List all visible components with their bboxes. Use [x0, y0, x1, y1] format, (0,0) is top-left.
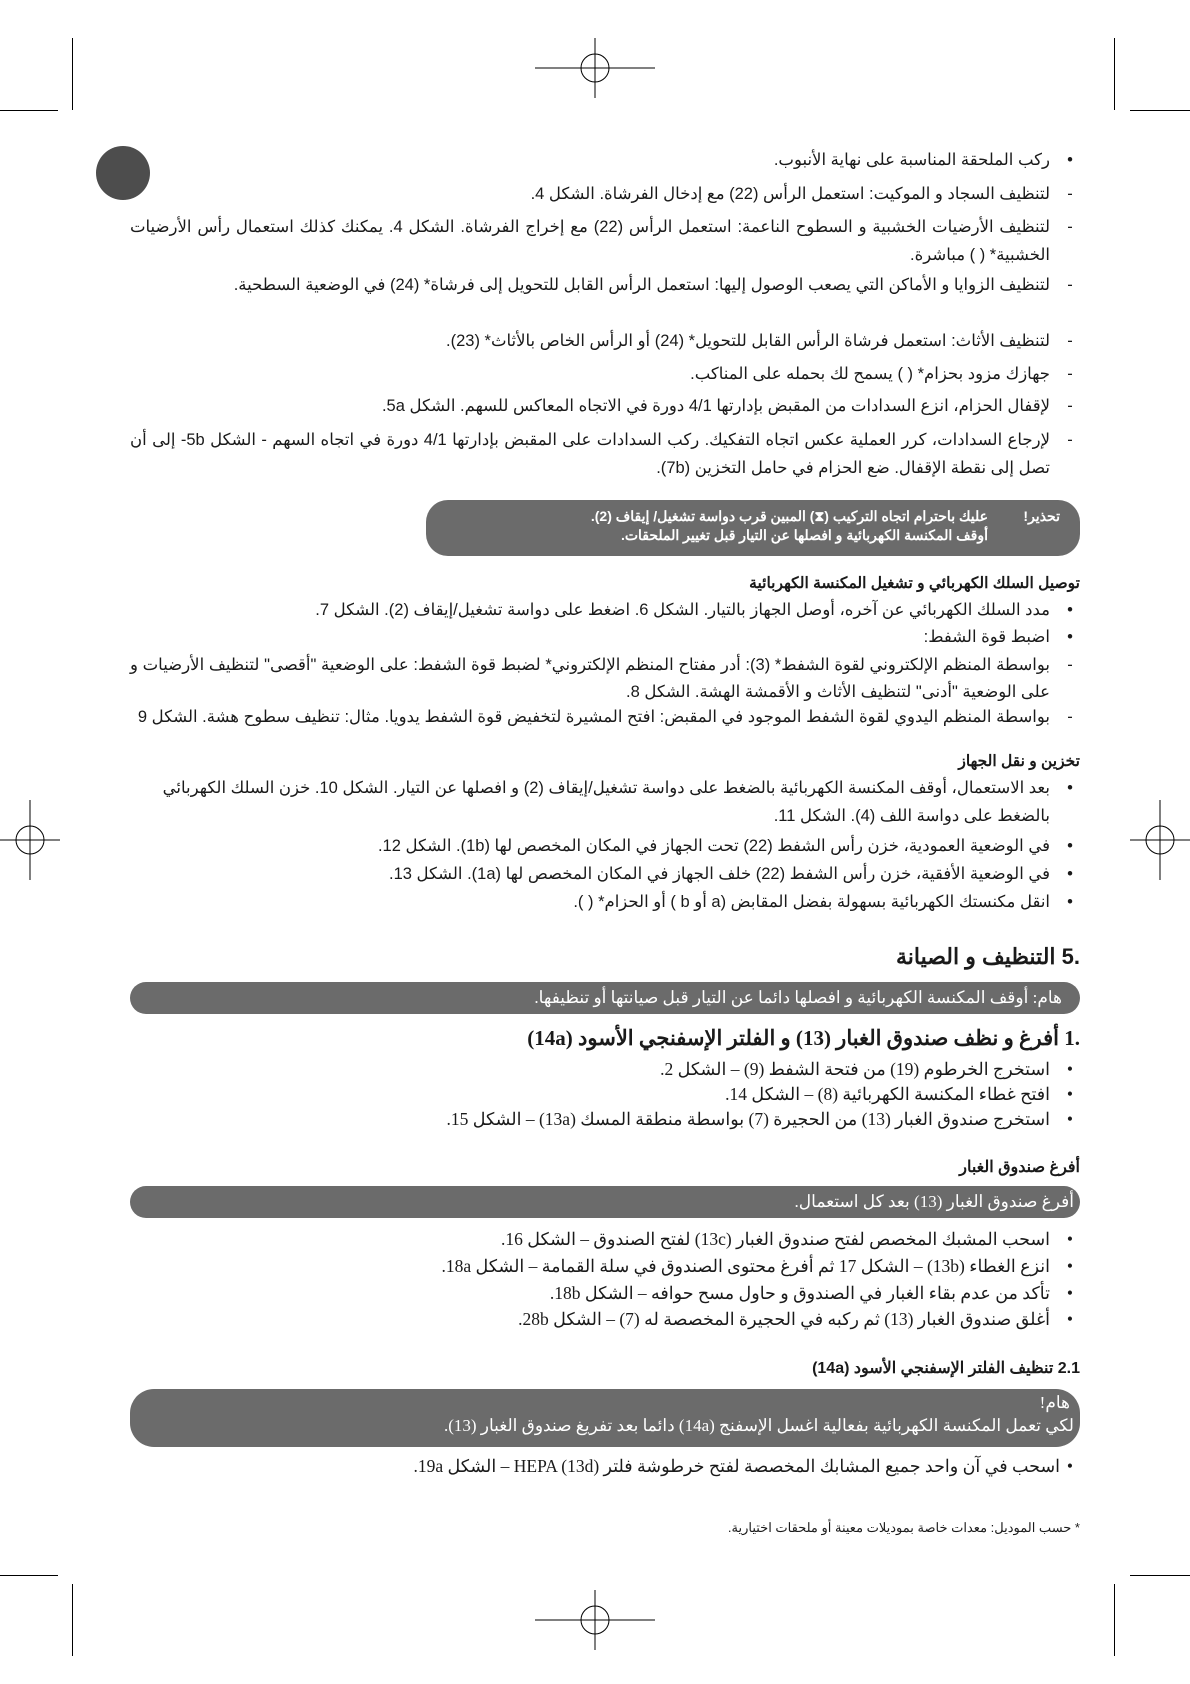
list-item: - لتنظيف الأرضيات الخشبية و السطوح الناعمة: استعمل الرأس (22) مع إخراج الفرشاة. الشكل 4. يمكنك كذلك استعمال رأس الأرضيات الخشبية* ( ) مباشرة.: [130, 218, 1073, 264]
list-item: • بعد الاستعمال، أوقف المكنسة الكهربائية بالضغط على دواسة تشغيل/إيقاف (2) و افصلها عن التيار. الشكل 10. خزن السلك الكهربائي بالضغط على دواسة اللف (4). الشكل 11.: [162, 779, 1073, 825]
list-item: - بواسطة المنظم الإلكتروني لقوة الشفط* (3): أدر مفتاح المنظم الإلكتروني* لضبط قوة الشفط: على الوضعية "أقصى" لتنظيف الأرضيات و على الوضعية "أدنى" لتنظيف الأثاث و الأقمشة الهشة. الشكل 8.: [130, 656, 1073, 701]
subsection-2-1-title: 2.1 تنظيف الفلتر الإسفنجي الأسود (14a): [812, 1360, 1080, 1377]
list-item: • تأكد من عدم بقاء الغبار في الصندوق و حاول مسح حوافه – الشكل 18b.: [549, 1283, 1074, 1303]
subsection-1-title: .1 أفرغ و نظف صندوق الغبار (13) و الفلتر الإسفنجي الأسود (14a): [527, 1026, 1080, 1050]
important-filter-text: لكي تعمل المكنسة الكهربائية بفعالية اغسل الإسفنج (14a) دائما بعد تفريغ صندوق الغبار (13).: [443, 1416, 1074, 1435]
list-item: - لتنظيف الأثاث: استعمل فرشاة الرأس القابل للتحويل* (24) أو الرأس الخاص بالأثاث* (23).: [446, 332, 1073, 350]
list-item: • في الوضعية الأفقية، خزن رأس الشفط (22) خلف الجهاز في المكان المخصص لها (1a). الشكل 13.: [389, 865, 1073, 883]
warning-line-1: عليك باحترام اتجاه التركيب (⧗) المبين قرب دواسة تشغيل/ إيقاف (2).: [590, 508, 988, 524]
crop-mark: [1114, 38, 1115, 110]
crop-mark: [72, 38, 73, 110]
list-item: • في الوضعية العمودية، خزن رأس الشفط (22) تحت الجهاز في المكان المخصص لها (1b). الشكل 12.: [377, 837, 1073, 855]
list-item: - جهازك مزود بحزام* ( ) يسمح لك بحمله على المناكب.: [690, 365, 1073, 383]
list-item: - لإقفال الحزام، انزع السدادات من المقبض بإدارتها 4/1 دورة في الاتجاه المعاكس للسهم. الشكل 5a.: [381, 397, 1073, 415]
list-item: • اضبط قوة الشفط:: [923, 628, 1073, 646]
crop-mark: [1114, 1584, 1115, 1656]
list-item: • اسحب في آن واحد جميع المشابك المخصصة لفتح خرطوشة فلتر HEPA (13d) – الشكل 19a.: [413, 1456, 1074, 1476]
empty-bar: أفرغ صندوق الغبار (13) بعد كل استعمال.: [130, 1186, 1080, 1218]
list-item: • انقل مكنستك الكهربائية بسهولة بفضل المقابض (a أو b ) أو الحزام* ( ).: [573, 893, 1073, 911]
list-item: • افتح غطاء المكنسة الكهربائية (8) – الشكل 14.: [725, 1084, 1074, 1104]
list-item: • ركب الملحقة المناسبة على نهاية الأنبوب.: [773, 151, 1073, 169]
crop-mark: [1130, 110, 1190, 111]
section-heading-empty: أفرغ صندوق الغبار: [959, 1159, 1080, 1176]
list-item: • استخرج صندوق الغبار (13) من الحجيرة (7) بواسطة منطقة المسك (13a) – الشكل 15.: [446, 1109, 1074, 1129]
crop-mark: [0, 110, 58, 111]
section-heading-storage: تخزين و نقل الجهاز: [958, 753, 1080, 770]
important-filter-label: هام!: [1039, 1393, 1070, 1412]
list-item: - لإرجاع السدادات، كرر العملية عكس اتجاه التفكيك. ركب السدادات على المقبض بإدارتها 4/1 دورة في اتجاه السهم - الشكل 5b- إلى أن تصل إلى نقطة الإقفال. ضع الحزام في حامل التخزين (7b).: [130, 431, 1073, 477]
list-item: • اسحب المشبك المخصص لفتح صندوق الغبار (13c) لفتح الصندوق – الشكل 16.: [500, 1229, 1074, 1249]
list-item: • مدد السلك الكهربائي عن آخره، أوصل الجهاز بالتيار. الشكل 6. اضغط على دواسة تشغيل/إيقاف (2). الشكل 7.: [315, 601, 1073, 619]
crop-mark: [72, 1584, 73, 1656]
section-heading-power: توصيل السلك الكهربائي و تشغيل المكنسة الكهربائية: [749, 575, 1080, 592]
crop-mark: [0, 1575, 58, 1576]
list-item: • أغلق صندوق الغبار (13) ثم ركبه في الحجيرة المخصصة له (7) – الشكل 28b.: [518, 1309, 1074, 1329]
footnote: * حسب الموديل: معدات خاصة بموديلات معينة أو ملحقات اختيارية.: [727, 1520, 1080, 1535]
document-body: [130, 0, 1080, 1684]
list-item: - بواسطة المنظم اليدوي لقوة الشفط الموجود في المقبض: افتح المشيرة لتخفيض قوة الشفط يدويا. مثال: تنظيف سطوح هشة. الشكل 9: [137, 708, 1073, 726]
important-filter-bar: [130, 1389, 1080, 1447]
warning-box: [426, 500, 1080, 556]
warning-label: تحذير!: [1023, 508, 1060, 524]
list-item: • انزع الغطاء (13b) – الشكل 17 ثم أفرغ محتوى الصندوق في سلة القمامة – الشكل 18a.: [441, 1256, 1074, 1276]
crop-mark: [1130, 1575, 1190, 1576]
list-item: - لتنظيف السجاد و الموكيت: استعمل الرأس (22) مع إدخال الفرشاة. الشكل 4.: [530, 185, 1073, 203]
section-5-title: .5 التنظيف و الصيانة: [895, 944, 1080, 969]
registration-mark-left: [0, 800, 60, 880]
warning-line-2: أوقف المكنسة الكهربائية و افصلها عن التيار قبل تغيير الملحقات.: [620, 527, 988, 543]
list-item: • استخرج الخرطوم (19) من فتحة الشفط (9) – الشكل 2.: [660, 1059, 1074, 1079]
registration-mark-right: [1130, 800, 1190, 880]
list-item: - لتنظيف الزوايا و الأماكن التي يصعب الوصول إليها: استعمل الرأس القابل للتحويل إلى فرشاة* (24) في الوضعية السطحية.: [233, 276, 1073, 294]
important-bar: هام: أوقف المكنسة الكهربائية و افصلها دائما عن التيار قبل صيانتها أو تنظيفها.: [130, 982, 1080, 1014]
